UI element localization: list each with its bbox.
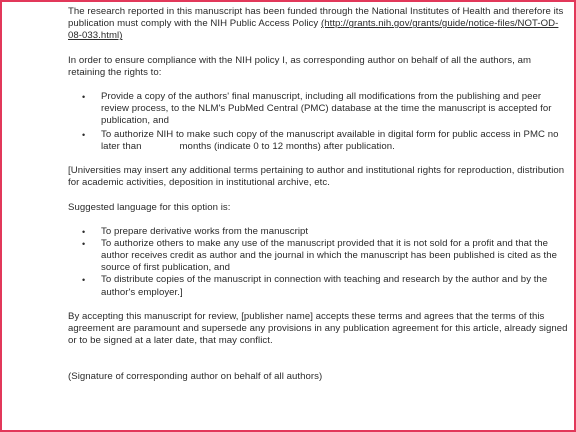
rights-item-text-before: To authorize NIH to make such copy of the manuscript available in digital form for public access in PMC no later than (101, 128, 559, 152)
list-item: • To prepare derivative works from the manuscript (68, 226, 568, 238)
list-item: • Provide a copy of the authors' final manuscript, including all modifications from the publishing and peer review process, to the NLM's PubMed Central (PMC) database at the time the manuscript is accepted for publication, and (68, 91, 568, 128)
intro-paragraph (68, 6, 568, 43)
rights-item-text-after: months (indicate 0 to 12 months) after publication. (179, 140, 395, 152)
policy-link[interactable]: (http://grants.nih.gov/grants/guide/notice-files/NOT-OD-08-033.html) (68, 18, 559, 42)
suggested-heading: Suggested language for this option is: (68, 202, 231, 214)
acceptance-paragraph: By accepting this manuscript for review, [publisher name] accepts these terms and agrees that the terms of this agreement are paramount and supersede any provisions in any publication agreement for this article, already signed or to be signed at a later date, that may conflict. (68, 310, 568, 347)
signature-line: (Signature of corresponding author on behalf of all authors) (68, 371, 323, 383)
document-body (68, 6, 568, 384)
universities-note: [Universities may insert any additional terms pertaining to author and institutional rights for reproduction, distribution for academic activities, deposition in institutional archive, etc. (68, 165, 565, 189)
intro-text: The research reported in this manuscript has been funded through the National Institutes of Health and therefore its publication must comply with the NIH Public Access Policy (68, 6, 564, 30)
compliance-paragraph: In order to ensure compliance with the NIH policy I, as corresponding author on behalf of all the authors, am retaining the rights to: (68, 54, 532, 78)
list-item: • To distribute copies of the manuscript in connection with teaching and research by the author and by the author's employer.] (68, 274, 568, 298)
rights-list (68, 91, 568, 153)
list-item (68, 129, 568, 153)
list-item: • To authorize others to make any use of the manuscript provided that it is not sold for a profit and that the author receives credit as author and the journal in which the manuscript has been published is cited as the source of first publication, and (68, 238, 568, 275)
suggested-list (68, 226, 568, 299)
